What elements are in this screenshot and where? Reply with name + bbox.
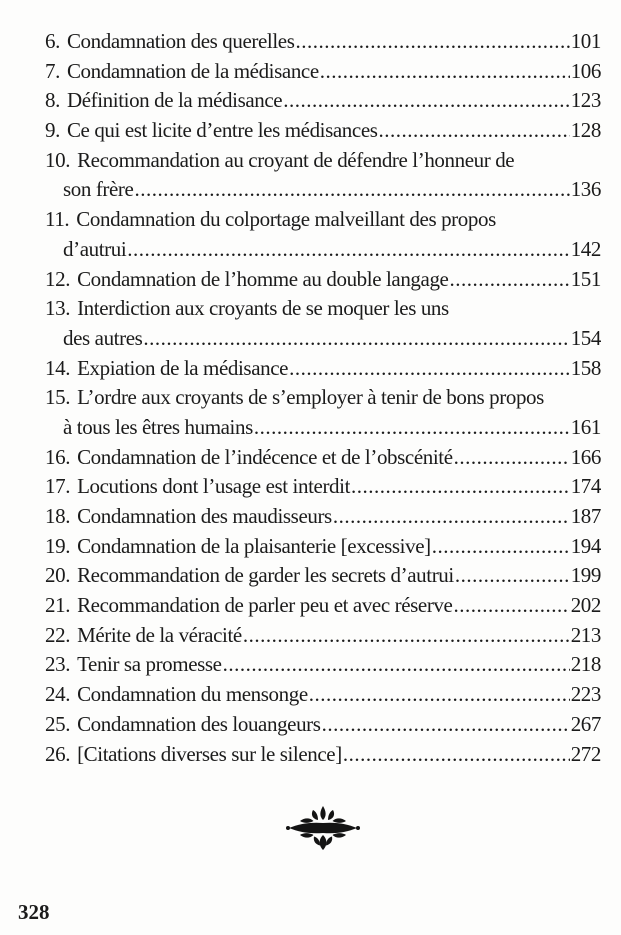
dot-leader xyxy=(134,175,569,205)
entry-number: 18. xyxy=(45,504,71,528)
entry-number: 20. xyxy=(45,563,71,588)
dot-leader xyxy=(351,472,570,502)
dot-leader xyxy=(243,621,570,651)
entry-title-text: des autres xyxy=(63,325,143,350)
toc-entry-line xyxy=(45,621,601,651)
entry-page-number: 194 xyxy=(570,533,601,558)
entry-page-number: 123 xyxy=(570,88,601,113)
dot-leader xyxy=(320,57,570,87)
dot-leader xyxy=(379,116,570,146)
toc-entry-line xyxy=(45,710,601,740)
entry-page-number: 136 xyxy=(570,177,601,202)
entry-page-number: 223 xyxy=(570,682,601,707)
toc-entry xyxy=(45,532,601,562)
toc-entry-line xyxy=(45,472,601,502)
entry-page-number: 106 xyxy=(570,58,601,83)
toc-entry xyxy=(45,680,601,710)
toc-entry-line xyxy=(45,86,601,116)
entry-page-number: 202 xyxy=(570,593,601,618)
dot-leader xyxy=(254,413,570,443)
toc-entry xyxy=(45,86,601,116)
dot-leader xyxy=(289,354,570,384)
toc-entry-line xyxy=(45,27,601,57)
entry-number: 9. xyxy=(45,118,60,143)
entry-number: 10. xyxy=(45,147,71,172)
toc-entry xyxy=(45,116,601,146)
toc-entry xyxy=(45,472,601,502)
entry-page-number: 154 xyxy=(570,325,601,350)
toc-entry-line xyxy=(45,146,601,176)
entry-page-number: 161 xyxy=(570,414,601,439)
entry-title-text: Condamnation du mensonge xyxy=(77,682,308,707)
entry-title-text: à tous les êtres humains xyxy=(63,414,253,439)
toc-entry-line xyxy=(45,205,601,235)
toc-entry-line xyxy=(45,324,601,354)
toc-entry-line xyxy=(45,175,601,205)
toc-entry-line xyxy=(45,680,601,710)
entry-number: 22. xyxy=(45,622,71,647)
entry-number: 13. xyxy=(45,296,71,321)
toc-entry-line xyxy=(45,265,601,295)
dot-leader xyxy=(454,443,570,473)
toc-entry xyxy=(45,710,601,740)
entry-title-text: Condamnation de la plaisanterie [excessive] xyxy=(77,533,431,558)
toc-entry xyxy=(45,265,601,295)
toc-entry xyxy=(45,146,601,205)
dot-leader xyxy=(223,650,570,680)
dot-leader xyxy=(432,532,570,562)
entry-title-text: Condamnation de l’indécence et de l’obscénité xyxy=(77,444,453,469)
dot-leader xyxy=(127,235,569,265)
toc-entry-line xyxy=(45,354,601,384)
toc-entry-line xyxy=(45,57,601,87)
entry-title-text: Définition de la médisance xyxy=(66,88,283,113)
entry-number: 8. xyxy=(45,88,60,113)
entry-title-text: Expiation de la médisance xyxy=(77,355,289,380)
toc-entry xyxy=(45,354,601,384)
dot-leader xyxy=(283,86,569,116)
entry-page-number: 218 xyxy=(570,652,601,677)
entry-page-number: 267 xyxy=(570,711,601,736)
toc-entry-line xyxy=(45,294,601,324)
entry-number: 19. xyxy=(45,533,71,558)
entry-title-text: son frère xyxy=(63,177,134,202)
toc-entry-line xyxy=(45,116,601,146)
entry-title-text: Recommandation de garder les secrets d’autrui xyxy=(77,563,454,588)
entry-title-text: Condamnation du colportage malveillant des propos xyxy=(76,207,496,232)
entry-title-text: Mérite de la véracité xyxy=(77,622,242,647)
entry-title-text: Interdiction aux croyants de se moquer les uns xyxy=(77,296,449,321)
entry-page-number: 166 xyxy=(570,444,601,469)
dot-leader xyxy=(449,265,569,295)
toc-list xyxy=(45,27,601,769)
entry-page-number: 158 xyxy=(570,355,601,380)
dot-leader xyxy=(455,561,570,591)
entry-page-number: 151 xyxy=(570,266,601,291)
toc-entry-line xyxy=(45,443,601,473)
toc-entry xyxy=(45,294,601,353)
toc-entry-line xyxy=(45,413,601,443)
entry-number: 25. xyxy=(45,711,71,736)
entry-page-number: 128 xyxy=(570,118,601,143)
toc-entry-line xyxy=(45,650,601,680)
toc-entry xyxy=(45,443,601,473)
toc-entry xyxy=(45,650,601,680)
entry-page-number: 101 xyxy=(570,29,601,53)
entry-number: 12. xyxy=(45,266,71,291)
entry-page-number: 174 xyxy=(570,474,601,499)
entry-number: 17. xyxy=(45,474,71,499)
dot-leader xyxy=(296,27,570,57)
entry-number: 23. xyxy=(45,652,71,677)
fleuron-ornament-icon xyxy=(285,805,361,851)
entry-number: 11. xyxy=(45,207,70,232)
toc-entry-line xyxy=(45,740,601,770)
entry-page-number: 272 xyxy=(570,741,601,766)
toc-entry-line xyxy=(45,561,601,591)
toc-entry-line xyxy=(45,502,601,532)
toc-entry xyxy=(45,57,601,87)
entry-number: 15. xyxy=(45,385,71,410)
toc-entry xyxy=(45,591,601,621)
dot-leader xyxy=(309,680,570,710)
entry-number: 24. xyxy=(45,682,71,707)
page-number: 328 xyxy=(18,900,50,924)
toc-entry xyxy=(45,205,601,264)
entry-number: 21. xyxy=(45,593,71,618)
entry-number: 14. xyxy=(45,355,71,380)
toc-entry-line xyxy=(45,532,601,562)
dot-leader xyxy=(453,591,569,621)
toc-entry xyxy=(45,561,601,591)
entry-number: 7. xyxy=(45,58,60,83)
toc-entry xyxy=(45,502,601,532)
entry-page-number: 213 xyxy=(570,622,601,647)
toc-entry xyxy=(45,740,601,770)
entry-title-text: d’autrui xyxy=(63,236,127,261)
entry-number: 26. xyxy=(45,741,71,766)
entry-page-number: 187 xyxy=(570,504,601,528)
toc-entry xyxy=(45,621,601,651)
entry-title-text: Condamnation de l’homme au double langage xyxy=(77,266,449,291)
dot-leader xyxy=(322,710,570,740)
toc-entry xyxy=(45,27,601,57)
entry-title-text: Tenir sa promesse xyxy=(77,652,222,677)
entry-title-text: Recommandation au croyant de défendre l’honneur de xyxy=(77,147,515,172)
entry-page-number: 142 xyxy=(570,236,601,261)
entry-title-text: Locutions dont l’usage est interdit xyxy=(77,474,351,499)
dot-leader xyxy=(343,740,570,770)
entry-title-text: Ce qui est licite d’entre les médisances xyxy=(66,118,378,143)
toc-entry xyxy=(45,383,601,442)
entry-number: 16. xyxy=(45,444,71,469)
toc-entry-line xyxy=(45,591,601,621)
toc-entry-line xyxy=(45,383,601,413)
dot-leader xyxy=(143,324,569,354)
ornament-container xyxy=(45,805,601,856)
entry-title-text: Condamnation des louangeurs xyxy=(77,711,321,736)
entry-title-text: L’ordre aux croyants de s’employer à tenir de bons propos xyxy=(77,385,544,410)
entry-title-text: Recommandation de parler peu et avec réserve xyxy=(77,593,453,618)
toc-entry-line xyxy=(45,235,601,265)
entry-number: 6. xyxy=(45,29,60,53)
entry-page-number: 199 xyxy=(570,563,601,588)
entry-title-text: [Citations diverses sur le silence] xyxy=(77,741,342,766)
entry-title-text: Condamnation de la médisance xyxy=(66,58,319,83)
entry-title-text: Condamnation des maudisseurs xyxy=(77,504,332,528)
entry-title-text: Condamnation des querelles xyxy=(66,29,295,53)
dot-leader xyxy=(333,502,570,532)
